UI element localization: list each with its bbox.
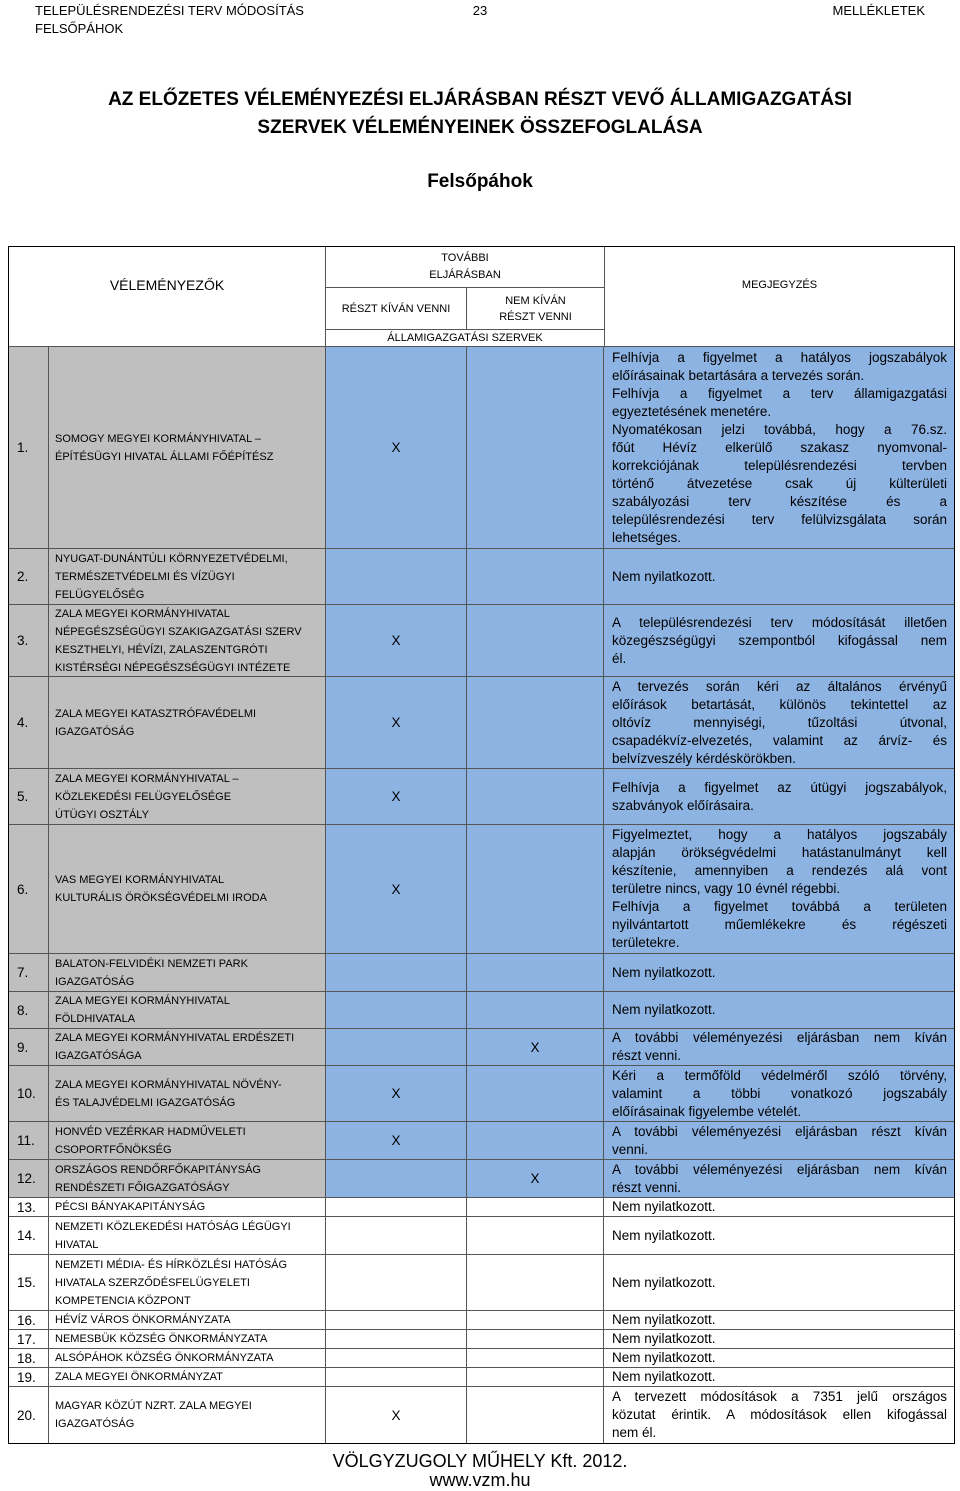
reviewer-name-line: ORSZÁGOS RENDŐRFŐKAPITÁNYSÁG [55, 1163, 261, 1176]
reviewer-name [49, 1066, 326, 1121]
declines-mark [467, 1368, 604, 1386]
opinions-table [8, 246, 955, 1444]
remark-line: nyilvántartott műemlékekre és régészeti [612, 917, 947, 932]
reviewer-name-line: ZALA MEGYEI KORMÁNYHIVATAL [55, 607, 230, 620]
reviewer-name [49, 549, 326, 604]
reviewer-name-line: KISTÉRSÉGI NÉPEGÉSZSÉGÜGYI INTÉZETE [55, 661, 291, 674]
remark-line: A tervezett módosítások a 7351 jelű országos [612, 1389, 947, 1404]
reviewer-name-line: ZALA MEGYEI KORMÁNYHIVATAL – [55, 772, 239, 785]
footer-url: www.vzm.hu [429, 1470, 531, 1490]
participates-mark [326, 1349, 467, 1367]
table-row [9, 824, 954, 953]
reviewer-name-line: CSOPORTFŐNÖKSÉG [55, 1143, 172, 1156]
header-declines-line: NEM KÍVÁN [505, 294, 566, 307]
participates-mark: X [326, 1122, 467, 1159]
reviewer-name [49, 1198, 326, 1216]
row-number: 12. [9, 1160, 49, 1197]
row-number: 10. [9, 1066, 49, 1121]
table-row [9, 1121, 954, 1159]
reviewer-name-line: HIVATAL [55, 1238, 99, 1251]
table-row [9, 1310, 954, 1329]
document-title [0, 86, 960, 142]
remark-line: részt venni. [612, 1179, 682, 1195]
table-row [9, 991, 954, 1028]
reviewer-name-line: FELÜGYELŐSÉG [55, 588, 145, 601]
remark-line: közegészségügyi szempontból kifogással nem [612, 632, 947, 648]
table-row [9, 1028, 954, 1065]
row-number: 20. [9, 1387, 49, 1443]
declines-mark [467, 1122, 604, 1159]
remark-line: A településrendezési terv módosítását illetően [612, 614, 947, 630]
header-further-procedure-line: TOVÁBBI [441, 252, 489, 264]
reviewer-name [49, 1029, 326, 1065]
remark-line: előírásainak betartására a tervezés során. [612, 367, 865, 383]
header-further-procedure-line: ELJÁRÁSBAN [429, 269, 501, 281]
remark-line: szabályozási terv készítése és a [612, 493, 947, 509]
document-title-line: AZ ELŐZETES VÉLEMÉNYEZÉSI ELJÁRÁSBAN RÉSZT VEVŐ ÁLLAMIGAZGATÁSI [108, 89, 852, 110]
table-row [9, 953, 954, 991]
declines-mark [467, 1066, 604, 1121]
remark-line: Nem nyilatkozott. [612, 1274, 716, 1290]
participates-mark [326, 1330, 467, 1348]
declines-mark [467, 1349, 604, 1367]
remark-line: Nem nyilatkozott. [612, 1369, 716, 1384]
reviewer-name [49, 1255, 326, 1310]
reviewer-name-line: HÉVÍZ VÁROS ÖNKORMÁNYZATA [55, 1314, 231, 1326]
reviewer-name-line: MAGYAR KÖZÚT NZRT. ZALA MEGYEI [55, 1400, 252, 1412]
reviewer-name-line: VAS MEGYEI KORMÁNYHIVATAL [55, 874, 225, 886]
reviewer-name-line: ÚTÜGYI OSZTÁLY [55, 808, 149, 821]
reviewer-name-line: SOMOGY MEGYEI KORMÁNYHIVATAL – [55, 432, 261, 445]
participates-mark [326, 1368, 467, 1386]
reviewer-name-line: ZALA MEGYEI KATASZTRÓFAVÉDELMI [55, 707, 257, 720]
participates-mark: X [326, 769, 467, 824]
remark [604, 992, 954, 1028]
remark-line: részt venni. [612, 1048, 682, 1063]
participates-mark [326, 954, 467, 991]
remark-line: A további véleményezési eljárásban nem kíván [612, 1030, 947, 1045]
table-row [9, 1329, 954, 1348]
participates-mark [326, 1198, 467, 1216]
reviewer-name [49, 1368, 326, 1386]
remark-line: előírások betartását, különös tekintettel az [612, 696, 947, 712]
table-row [9, 768, 954, 824]
header-reviewers [9, 247, 326, 346]
declines-mark [467, 1330, 604, 1348]
reviewer-name [49, 1160, 326, 1197]
row-number: 15. [9, 1255, 49, 1310]
table-row [9, 604, 954, 676]
remark [604, 347, 954, 548]
settlement-name: Felsőpáhok [427, 171, 533, 192]
running-header-sub: FELSŐPÁHOK [35, 21, 124, 36]
participates-mark: X [326, 347, 467, 548]
remark [604, 825, 954, 953]
remark-line: Felhívja a figyelmet a terv államigazgatási [612, 385, 947, 401]
remark [604, 769, 954, 824]
declines-mark [467, 1311, 604, 1329]
reviewer-name [49, 1122, 326, 1159]
participates-mark: X [326, 605, 467, 676]
remark-line: készítenie, amennyiben a rendezés alá vont [612, 863, 947, 878]
remark-line: Nem nyilatkozott. [612, 1002, 716, 1017]
table-row [9, 1367, 954, 1386]
remark-line: A további véleményezési eljárásban nem kíván [612, 1161, 947, 1177]
participates-mark [326, 992, 467, 1028]
reviewer-name-line: ÉPÍTÉSÜGYI HIVATAL ÁLLAMI FŐÉPÍTÉSZ [55, 450, 274, 463]
remark-line: A további véleményezési eljárásban részt kíván [612, 1123, 947, 1139]
remark-line: Felhívja a figyelmet az útügyi jogszabályok, [612, 779, 947, 795]
reviewer-name-line: PÉCSI BÁNYAKAPITÁNYSÁG [55, 1201, 206, 1213]
remark-line: A tervezés során kéri az általános érvényű [612, 678, 947, 694]
row-number: 13. [9, 1198, 49, 1216]
header-reviewers-label: VÉLEMÉNYEZŐK [109, 277, 225, 293]
declines-mark [467, 769, 604, 824]
remark [604, 1311, 954, 1329]
table-row [9, 1348, 954, 1367]
table-row [9, 548, 954, 604]
remark-line: szabványok előírásaira. [612, 797, 754, 813]
reviewer-name-line: IGAZGATÓSÁGA [55, 1050, 142, 1062]
footer-company: VÖLGYZUGOLY MŰHELY Kft. 2012. [332, 1451, 628, 1471]
reviewer-name-line: ALSÓPÁHOK KÖZSÉG ÖNKORMÁNYZATA [55, 1352, 274, 1364]
header-declines-line: RÉSZT VENNI [499, 310, 572, 323]
row-number: 4. [9, 677, 49, 768]
remark [604, 1029, 954, 1065]
remark [604, 1066, 954, 1121]
reviewer-name-line: KULTURÁLIS ÖRÖKSÉGVÉDELMI IRODA [55, 892, 267, 904]
table-row [9, 1254, 954, 1310]
header-remarks [604, 247, 954, 346]
row-number: 8. [9, 992, 49, 1028]
row-number: 2. [9, 549, 49, 604]
remark-line: előírásainak figyelembe vételét. [612, 1103, 802, 1119]
reviewer-name-line: KOMPETENCIA KÖZPONT [55, 1294, 191, 1307]
header-agencies-label: ÁLLAMIGAZGATÁSI SZERVEK [387, 332, 543, 344]
remark-line: belvízveszély kérdéskörökben. [612, 750, 796, 766]
table-row [9, 1386, 954, 1443]
remark-line: településrendezési terv felülvizsgálata során [612, 511, 947, 527]
row-number: 1. [9, 347, 49, 548]
reviewer-name [49, 347, 326, 548]
remark-line: területekre. [612, 935, 680, 950]
remark-line: venni. [612, 1141, 649, 1157]
remark-line: Felhívja a figyelmet a hatályos jogszabályok [612, 349, 947, 365]
declines-mark [467, 549, 604, 604]
reviewer-name-line: ZALA MEGYEI KORMÁNYHIVATAL ERDÉSZETI [55, 1032, 295, 1044]
reviewer-name-line: NEMESBÜK KÖZSÉG ÖNKORMÁNYZATA [55, 1333, 268, 1345]
table-row [9, 1065, 954, 1121]
remark [604, 605, 954, 676]
running-header-left: TELEPÜLÉSRENDEZÉSI TERV MÓDOSÍTÁS [35, 3, 304, 18]
reviewer-name-line: IGAZGATÓSÁG [55, 725, 135, 738]
remark-line: Felhívja a figyelmet továbbá a területen [612, 899, 947, 914]
reviewer-name [49, 1311, 326, 1329]
table-body [9, 346, 954, 1443]
remark-line: történő átvezetése csak új külterületi [612, 475, 947, 491]
declines-mark: X [467, 1160, 604, 1197]
row-number: 7. [9, 954, 49, 991]
row-number: 3. [9, 605, 49, 676]
participates-mark [326, 1029, 467, 1065]
header-participates [326, 288, 467, 329]
table-row [9, 1197, 954, 1216]
remark-line: Nem nyilatkozott. [612, 1331, 716, 1346]
row-number: 6. [9, 825, 49, 953]
declines-mark [467, 992, 604, 1028]
remark [604, 1255, 954, 1310]
remark-line: Nem nyilatkozott. [612, 568, 716, 584]
reviewer-name-line: HIVATALA SZERZŐDÉSFELÜGYELETI [55, 1276, 250, 1289]
reviewer-name-line: NEMZETI MÉDIA- ÉS HÍRKÖZLÉSI HATÓSÁG [55, 1258, 288, 1271]
row-number: 5. [9, 769, 49, 824]
reviewer-name-line: HONVÉD VEZÉRKAR HADMŰVELETI [55, 1125, 246, 1138]
declines-mark [467, 677, 604, 768]
declines-mark [467, 1198, 604, 1216]
page-number: 23 [472, 3, 488, 18]
remark-line: él. [612, 650, 627, 666]
row-number: 17. [9, 1330, 49, 1348]
remark [604, 549, 954, 604]
header-declines [467, 288, 604, 329]
declines-mark [467, 1255, 604, 1310]
reviewer-name-line: RENDÉSZETI FŐIGAZGATÓSÁGY [55, 1181, 230, 1194]
reviewer-name-line: ZALA MEGYEI KORMÁNYHIVATAL NÖVÉNY- [55, 1078, 282, 1091]
remark [604, 1349, 954, 1367]
table-row [9, 676, 954, 768]
remark-line: Nem nyilatkozott. [612, 1199, 716, 1214]
remark [604, 954, 954, 991]
reviewer-name [49, 677, 326, 768]
participates-mark [326, 1217, 467, 1254]
declines-mark [467, 954, 604, 991]
remark-line: Nem nyilatkozott. [612, 964, 716, 980]
remark [604, 1160, 954, 1197]
reviewer-name [49, 954, 326, 991]
row-number: 19. [9, 1368, 49, 1386]
remark-line: csapadékvíz-elvezetés, valamint az árvíz- és [612, 732, 947, 748]
reviewer-name-line: NÉPEGÉSZSÉGÜGYI SZAKIGAZGATÁSI SZERV [55, 625, 302, 638]
declines-mark [467, 347, 604, 548]
reviewer-name [49, 1330, 326, 1348]
participates-mark [326, 1160, 467, 1197]
row-number: 14. [9, 1217, 49, 1254]
participates-mark [326, 549, 467, 604]
remark-line: Kéri a termőföld védelméről szóló törvény, [612, 1067, 947, 1083]
remark-line: oltóvíz mennyiségi, tűzoltási útvonal, [612, 714, 947, 730]
reviewer-name [49, 825, 326, 953]
reviewer-name-line: FÖLDHIVATALA [55, 1013, 136, 1025]
declines-mark [467, 605, 604, 676]
remark-line: közutat érintik. A módosítások ellen kifogással [612, 1407, 947, 1422]
reviewer-name [49, 1387, 326, 1443]
remark-line: egyeztetésének menetére. [612, 403, 772, 419]
table-row [9, 1216, 954, 1254]
reviewer-name-line: NYUGAT-DUNÁNTÚLI KÖRNYEZETVÉDELMI, [55, 552, 288, 565]
remark-line: főút Hévíz elkerülő szakasz nyomvonal- [612, 439, 947, 455]
declines-mark: X [467, 1029, 604, 1065]
reviewer-name-line: TERMÉSZETVÉDELMI ÉS VÍZÜGYI [55, 570, 235, 583]
header-further-procedure [326, 247, 604, 288]
participates-mark: X [326, 1066, 467, 1121]
remark [604, 1368, 954, 1386]
header-agencies [326, 329, 604, 346]
reviewer-name-line: ZALA MEGYEI ÖNKORMÁNYZAT [55, 1371, 223, 1383]
remark-line: lehetséges. [612, 529, 682, 545]
header-remarks-label: MEGJEGYZÉS [741, 279, 818, 291]
table-row [9, 1159, 954, 1197]
reviewer-name [49, 1349, 326, 1367]
remark [604, 1387, 954, 1443]
participates-mark: X [326, 1387, 467, 1443]
remark [604, 1122, 954, 1159]
row-number: 11. [9, 1122, 49, 1159]
remark [604, 1217, 954, 1254]
declines-mark [467, 1387, 604, 1443]
page-footer [0, 1452, 960, 1490]
remark [604, 1198, 954, 1216]
document-title-line: SZERVEK VÉLEMÉNYEINEK ÖSSZEFOGLALÁSA [257, 117, 703, 138]
reviewer-name-line: IGAZGATÓSÁG [55, 1418, 135, 1430]
row-number: 18. [9, 1349, 49, 1367]
remark-line: Nem nyilatkozott. [612, 1227, 716, 1243]
header-participates-label: RÉSZT KÍVÁN VENNI [341, 302, 451, 315]
reviewer-name-line: KESZTHELYI, HÉVÍZI, ZALASZENTGRÓTI [55, 643, 268, 656]
remark [604, 1330, 954, 1348]
participates-mark: X [326, 825, 467, 953]
remark-line: Nem nyilatkozott. [612, 1350, 716, 1365]
remark-line: alapján örökségvédelmi hatástanulmányt kell [612, 845, 947, 860]
running-header-right: MELLÉKLETEK [832, 3, 925, 18]
remark [604, 677, 954, 768]
reviewer-name-line: NEMZETI KÖZLEKEDÉSI HATÓSÁG LÉGÜGYI [55, 1220, 291, 1233]
table-header [9, 247, 954, 346]
participates-mark [326, 1311, 467, 1329]
reviewer-name-line: ÉS TALAJVÉDELMI IGAZGATÓSÁG [55, 1096, 236, 1109]
row-number: 16. [9, 1311, 49, 1329]
reviewer-name-line: KÖZLEKEDÉSI FELÜGYELŐSÉGE [55, 790, 232, 803]
declines-mark [467, 825, 604, 953]
reviewer-name [49, 992, 326, 1028]
reviewer-name-line: ZALA MEGYEI KORMÁNYHIVATAL [55, 995, 230, 1007]
table-row [9, 346, 954, 548]
row-number: 9. [9, 1029, 49, 1065]
remark-line: korrekciójának településrendezési tervben [612, 457, 947, 473]
remark-line: nem él. [612, 1425, 657, 1440]
reviewer-name [49, 1217, 326, 1254]
declines-mark [467, 1217, 604, 1254]
remark-line: valamint a többi vonatkozó jogszabály [612, 1085, 947, 1101]
reviewer-name [49, 769, 326, 824]
remark-line: területre nincs, vagy 10 évnél régebbi. [612, 881, 841, 896]
participates-mark: X [326, 677, 467, 768]
remark-line: Nem nyilatkozott. [612, 1312, 716, 1327]
reviewer-name [49, 605, 326, 676]
remark-line: Nyomatékosan jelzi továbbá, hogy a 76.sz. [612, 421, 947, 437]
remark-line: Figyelmeztet, hogy a hatályos jogszabály [612, 827, 947, 842]
participates-mark [326, 1255, 467, 1310]
reviewer-name-line: IGAZGATÓSÁG [55, 975, 135, 988]
reviewer-name-line: BALATON-FELVIDÉKI NEMZETI PARK [55, 957, 248, 970]
